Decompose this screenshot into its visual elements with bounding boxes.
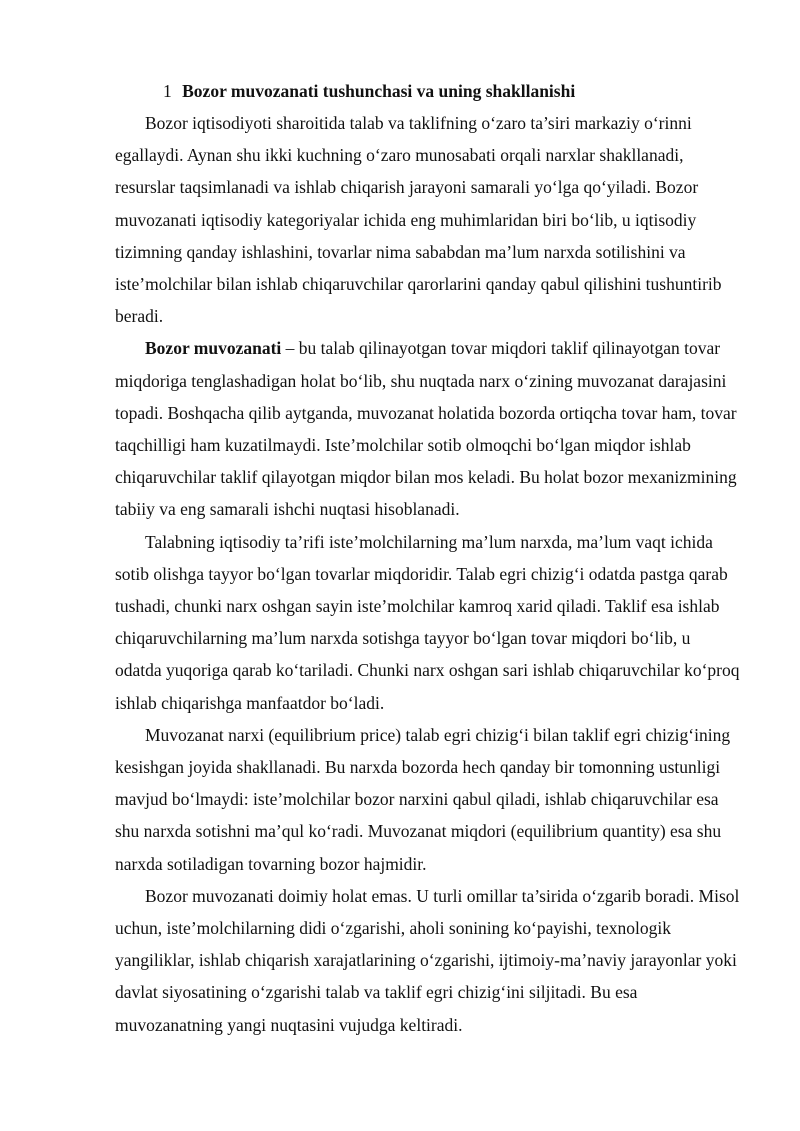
paragraph-text: Bozor iqtisodiyoti sharoitida talab va taklifning o‘zaro ta’siri markaziy o‘rinni egallaydi. Aynan shu ikki kuchning o‘zaro munosabati orqali narxlar shakllanadi, resurslar taqsimlanadi va ishlab chiqarish jarayoni samarali yo‘lga qo‘yiladi. Bozor muvozanati iqtisodiy kategoriyalar ichida eng muhimlaridan biri bo‘lib, u iqtisodiy tizimning qanday ishlashini, tovarlar nima sababdan ma’lum narxda sotilishini va iste’molchilar bilan ishlab chiqaruvchilar qarorlarini qanday qabul qilishini tushuntirib beradi. xyxy=(115,113,722,327)
section-heading xyxy=(115,76,740,107)
paragraph-definition xyxy=(115,332,740,525)
paragraph-intro xyxy=(115,107,740,332)
section-title: Bozor muvozanati tushunchasi va uning shakllanishi xyxy=(182,81,576,101)
paragraph-demand-supply xyxy=(115,526,740,719)
paragraph-text: – bu talab qilinayotgan tovar miqdori taklif qilinayotgan tovar miqdoriga tenglashadigan holat bo‘lib, shu nuqtada narx o‘zining muvozanat darajasini topadi. Boshqacha qilib aytganda, muvozanat holatida bozorda ortiqcha tovar ham, tovar taqchilligi ham kuzatilmaydi. Iste’molchilar sotib olmoqchi bo‘lgan miqdor ishlab chiqaruvchilar taklif qilayotgan miqdor bilan mos keladi. Bu holat bozor mexanizmining tabiiy va eng samarali ishchi nuqtasi hisoblanadi. xyxy=(115,338,737,520)
paragraph-equilibrium-change xyxy=(115,880,740,1041)
section-number: 1 xyxy=(163,81,172,101)
paragraph-text: Muvozanat narxi (equilibrium price) talab egri chizig‘i bilan taklif egri chizig‘ining kesishgan joyida shakllanadi. Bu narxda bozorda hech qanday bir tomonning ustunligi mavjud bo‘lmaydi: iste’molchilar bozor narxini qabul qiladi, ishlab chiqaruvchilar esa shu narxda sotishni ma’qul ko‘radi. Muvozanat miqdori (equilibrium quantity) esa shu narxda sotiladigan tovarning bozor hajmidir. xyxy=(115,724,731,874)
paragraph-text: Bozor muvozanati doimiy holat emas. U turli omillar ta’sirida o‘zgarib boradi. Misol uchun, iste’molchilarning didi o‘zgarishi, aholi sonining ko‘payishi, texnologik yangiliklar, ishlab chiqarish xarajatlarining o‘zgarishi, ijtimoiy-ma’naviy jarayonlar yoki davlat siyosatining o‘zgarishi talab va taklif egri chizig‘ini siljitadi. Bu esa muvozanatning yangi nuqtasini vujudga keltiradi. xyxy=(115,885,740,1035)
definition-term: Bozor muvozanati xyxy=(145,338,282,359)
paragraph-equilibrium-price xyxy=(115,719,740,880)
paragraph-text: Talabning iqtisodiy ta’rifi iste’molchilarning ma’lum narxda, ma’lum vaqt ichida sotib olishga tayyor bo‘lgan tovarlar miqdoridir. Talab egri chizig‘i odatda pastga qarab tushadi, chunki narx oshgan sayin iste’molchilar kamroq xarid qiladi. Taklif esa ishlab chiqaruvchilarning ma’lum narxda sotishga tayyor bo‘lgan tovar miqdori bo‘lib, u odatda yuqoriga qarab ko‘tariladi. Chunki narx oshgan sari ishlab chiqaruvchilar ko‘proq ishlab chiqarishga manfaatdor bo‘ladi. xyxy=(115,531,740,713)
